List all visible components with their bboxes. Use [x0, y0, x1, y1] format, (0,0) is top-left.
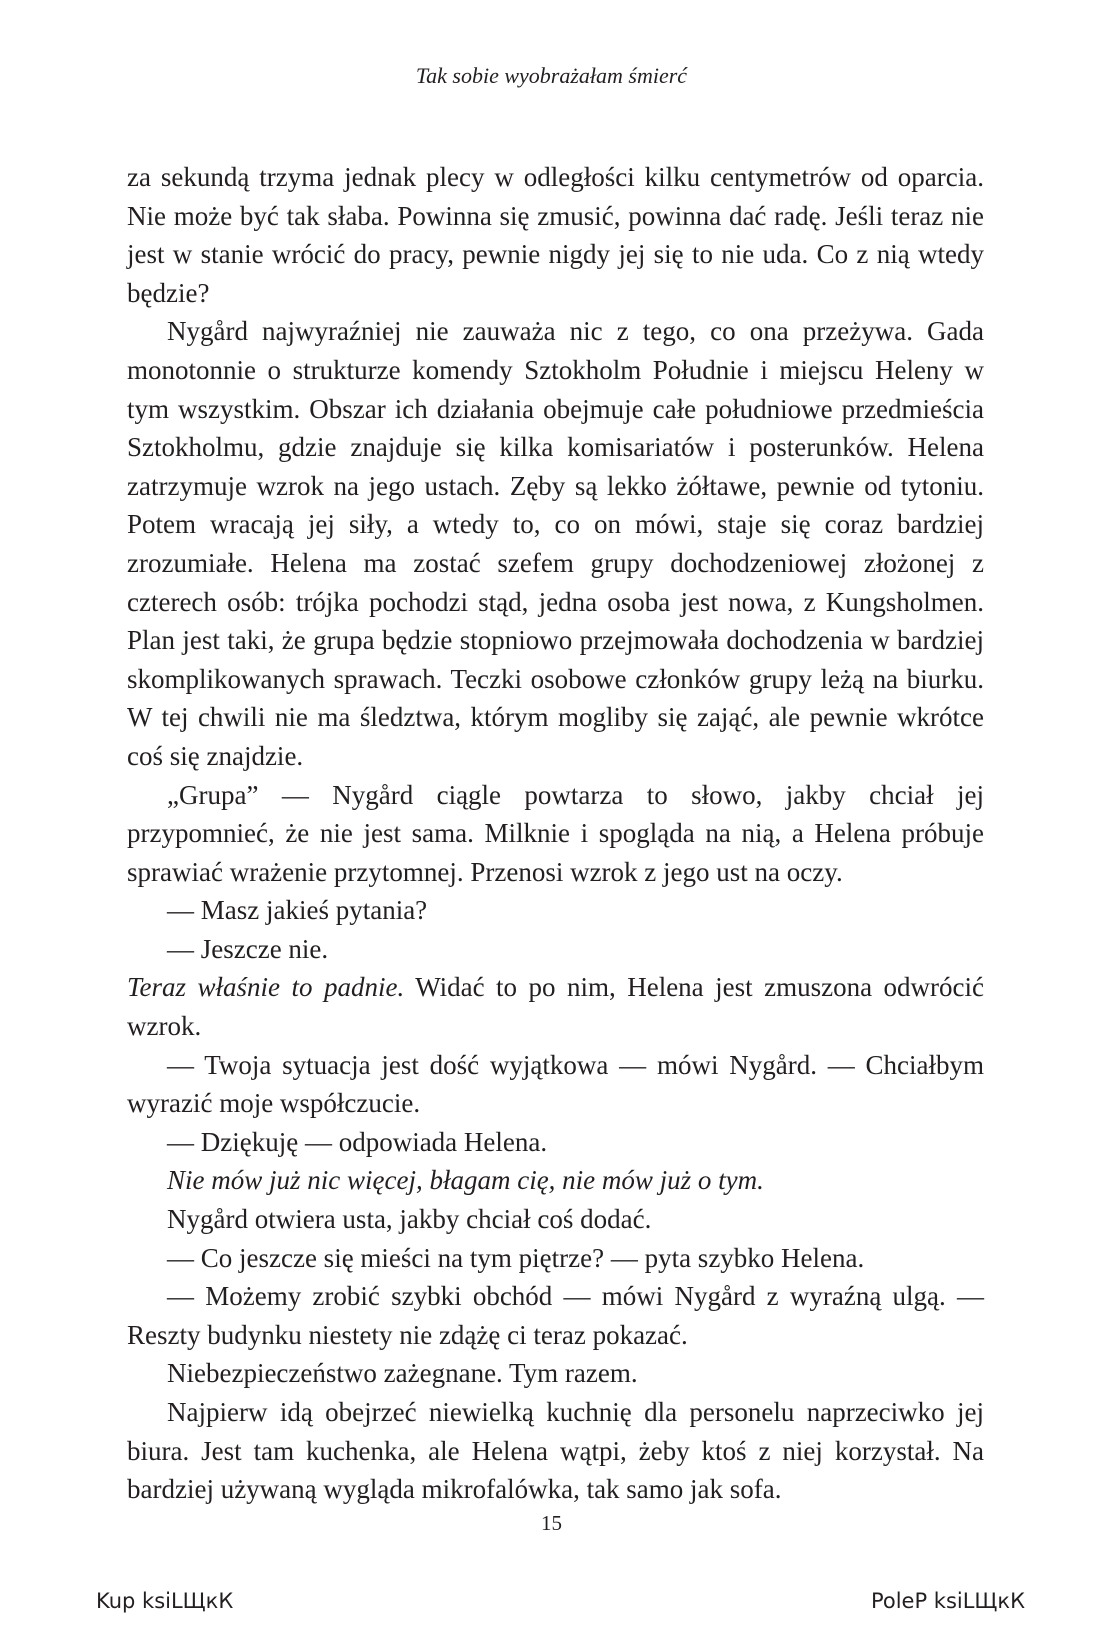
- paragraph: Najpierw idą obejrzeć niewielką kuchnię dla personelu naprzeciwko jej biura. Jest tam kuchenka, ale Helena wątpi, żeby ktoś z niej korzystał. Na bardziej używaną wygląda mikrofalówka, tak samo jak sofa.: [127, 1397, 984, 1505]
- paragraph: Nygård najwyraźniej nie zauważa nic z tego, co ona przeżywa. Gada monotonnie o strukturze komendy Sztokholm Południe i miejscu Heleny w tym wszystkim. Obszar ich działania obejmuje całe południowe przedmieścia Sztokholmu, gdzie znajduje się kilka komisariatów i posterunków. Helena zatrzymuje wzrok na jego ustach. Zęby są lekko żółtawe, pewnie od tytoniu. Potem wracają jej siły, a wtedy to, co on mówi, staje się coraz bardziej zrozumiałe. Helena ma zostać szefem grupy dochodzeniowej złożonej z czterech osób: trójka pochodzi stąd, jedna osoba jest nowa, z Kungsholmen. Plan jest taki, że grupa będzie stopniowo przejmowała dochodzenia w bardziej skomplikowanych sprawach. Teczki osobowe członków grupy leżą na biurku. W tej chwili nie ma śledztwa, którym mogliby się zająć, ale pewnie wkrótce coś się znajdzie.: [127, 316, 984, 771]
- recommend-book-link[interactable]: PoleP ksiLЩкК: [870, 1589, 1025, 1613]
- paragraph: [127, 968, 984, 1045]
- dialogue-line: — Co jeszcze się mieści na tym piętrze? — pyta szybko Helena.: [167, 1242, 865, 1273]
- dialogue-line: — Jeszcze nie.: [167, 933, 329, 964]
- dialogue-line: — Możemy zrobić szybki obchód — mówi Nygård z wyraźną ulgą. — Reszty budynku niestety nie zdążę ci teraz pokazać.: [127, 1281, 984, 1350]
- dialogue-line: — Twoja sytuacja jest dość wyjątkowa — mówi Nygård. — Chciałbym wyrazić moje współczucie.: [127, 1049, 984, 1119]
- italic-thought: Nie mów już nic więcej, błagam cię, nie mów już o tym.: [167, 1165, 764, 1196]
- paragraph: za sekundą trzyma jednak plecy w odległości kilku centymetrów od oparcia. Nie może być tak słaba. Powinna się zmusić, powinna dać radę. Jeśli teraz nie jest w stanie wrócić do pracy, pewnie nigdy jej się to nie uda. Co z nią wtedy będzie?: [127, 162, 984, 308]
- dialogue-line: — Masz jakieś pytania?: [167, 895, 428, 926]
- dialogue-line: — Dziękuję — odpowiada Helena.: [167, 1126, 548, 1157]
- italic-thought: Teraz właśnie to padnie.: [127, 972, 405, 1003]
- paragraph: „Grupa” — Nygård ciągle powtarza to słowo, jakby chciał jej przypomnieć, że nie jest sama. Milknie i spogląda na nią, a Helena próbuje sprawiać wrażenie przytomnej. Przenosi wzrok z jego ust na oczy.: [127, 779, 984, 887]
- running-header: Tak sobie wyobrażałam śmierć: [415, 63, 688, 88]
- page-number: 15: [541, 1511, 562, 1535]
- buy-book-link[interactable]: Kup ksiLЩкК: [96, 1589, 234, 1613]
- body-text: [127, 158, 984, 1509]
- paragraph: Nygård otwiera usta, jakby chciał coś dodać.: [167, 1204, 652, 1235]
- paragraph: Niebezpieczeństwo zażegnane. Tym razem.: [167, 1358, 638, 1389]
- paragraph-text: Widać to po nim, Helena jest zmuszona odwrócić wzrok.: [127, 972, 984, 1042]
